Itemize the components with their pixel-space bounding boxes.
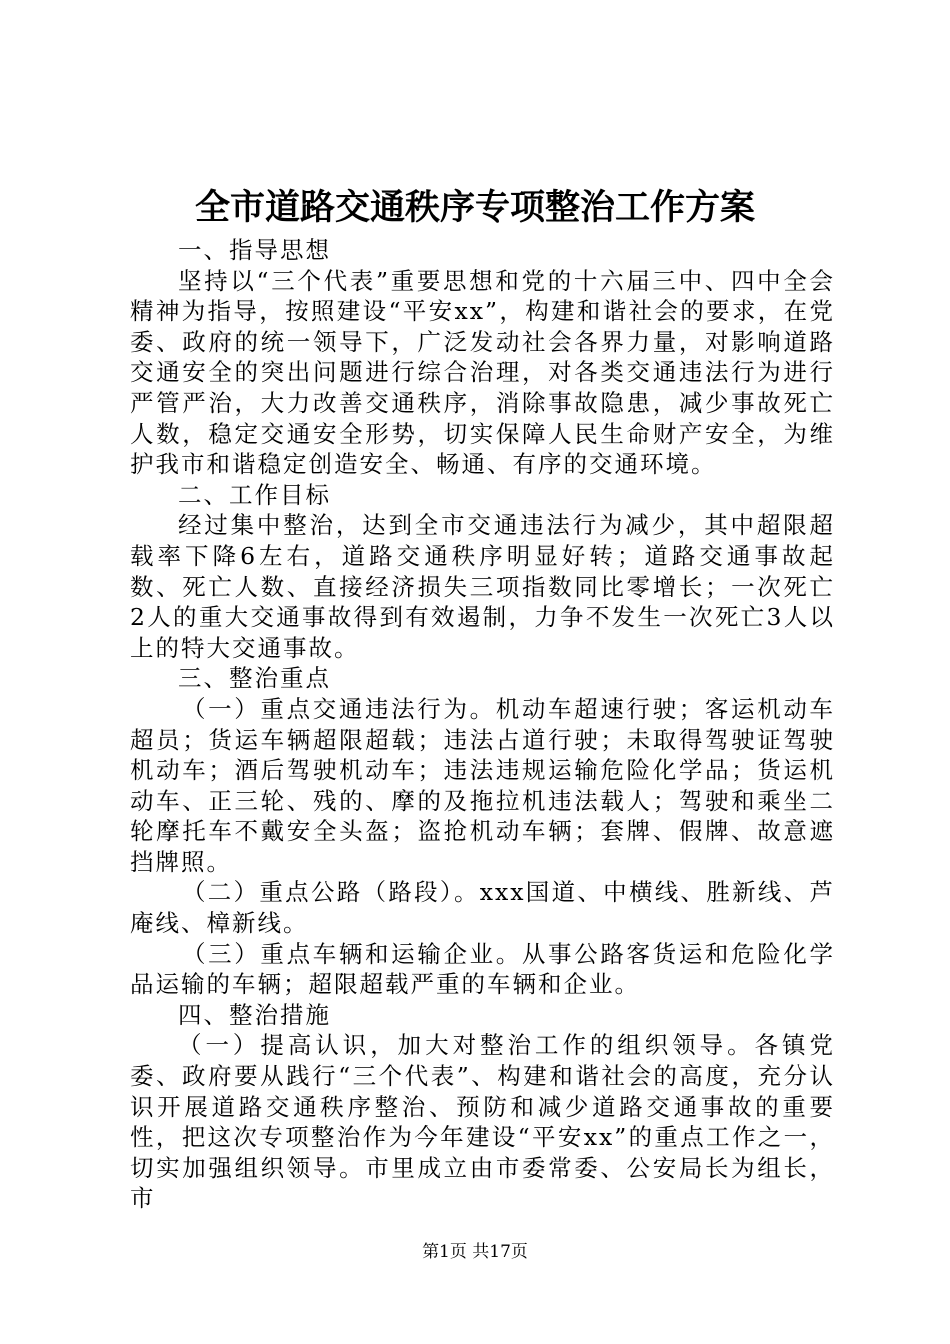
section-heading: 三、整治重点: [178, 664, 331, 693]
paragraph: （一）提高认识，加大对整治工作的组织领导。各镇党委、政府要从践行“三个代表”、构建和谐社会的高度，充分认识开展道路交通秩序整治、预防和减少道路交通事故的重要性，把这次专项整治作为今年建设“平安xx”的重点工作之一，切实加强组织领导。市里成立由市委常委、公安局长为组长，市: [130, 1031, 835, 1213]
section-heading: 四、整治措施: [178, 1000, 331, 1029]
section-heading: 一、指导思想: [178, 236, 331, 264]
paragraph: （三）重点车辆和运输企业。从事公路客货运和危险化学品运输的车辆；超限超载严重的车辆和企业。: [130, 939, 835, 999]
page-number: 第1页 共17页: [422, 1242, 528, 1262]
document-body: [130, 235, 835, 1214]
section-heading: 二、工作目标: [178, 480, 331, 509]
paragraph: （一）重点交通违法行为。机动车超速行驶；客运机动车超员；货运车辆超限超载；违法占道行驶；未取得驾驶证驾驶机动车；酒后驾驶机动车；违法违规运输危险化学品；货运机动车、正三轮、残的、摩的及拖拉机违法载人；驾驶和乘坐二轮摩托车不戴安全头盔；盗抢机动车辆；套牌、假牌、故意遮挡牌照。: [130, 694, 835, 876]
paragraph: （二）重点公路（路段）。xxx国道、中横线、胜新线、芦庵线、樟新线。: [130, 878, 835, 938]
paragraph: 坚持以“三个代表”重要思想和党的十六届三中、四中全会精神为指导，按照建设“平安xx”，构建和谐社会的要求，在党委、政府的统一领导下，广泛发动社会各界力量，对影响道路交通安全的突出问题进行综合治理，对各类交通违法行为进行严管严治，大力改善交通秩序，消除事故隐患，减少事故死亡人数，稳定交通安全形势，切实保障人民生命财产安全，为维护我市和谐稳定创造安全、畅通、有序的交通环境。: [130, 266, 835, 479]
paragraph: 经过集中整治，达到全市交通违法行为减少，其中超限超载率下降6左右，道路交通秩序明显好转；道路交通事故起数、死亡人数、直接经济损失三项指数同比零增长；一次死亡2人的重大交通事故得到有效遏制，力争不发生一次死亡3人以上的特大交通事故。: [130, 511, 835, 662]
document-title: 全市道路交通秩序专项整治工作方案: [194, 187, 755, 228]
